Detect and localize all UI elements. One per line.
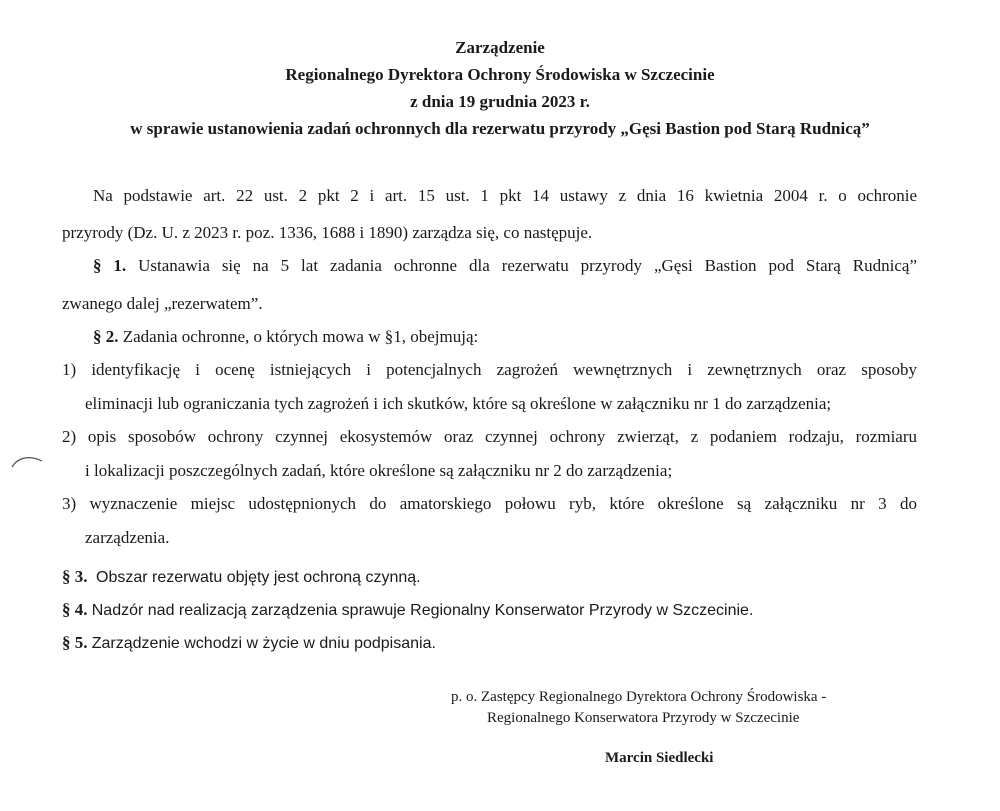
scan-mark-icon	[10, 455, 44, 469]
paragraph-3	[62, 567, 421, 588]
list-item-1-line-2: eliminacji lub ograniczania tych zagrożeń i ich skutków, które są określone w załączniku nr 1 do zarządzenia;	[85, 394, 832, 413]
document-date: z dnia 19 grudnia 2023 r.	[410, 92, 590, 111]
paragraph-3-label: § 3.	[62, 567, 88, 586]
paragraph-1-line-1	[93, 256, 917, 276]
paragraph-2-text: Zadania ochronne, o których mowa w §1, obejmują:	[122, 327, 479, 346]
list-item-1-line-1: 1) identyfikację i ocenę istniejących i potencjalnych zagrożeń wewnętrznych i zewnętrznych oraz sposoby	[62, 360, 917, 379]
paragraph-1-text: Ustanawia się na 5 lat zadania ochronne dla rezerwatu przyrody „Gęsi Bastion pod Starą Rudnicą”	[138, 256, 917, 275]
document-title: Zarządzenie	[455, 38, 545, 57]
signature-line-2: Regionalnego Konserwatora Przyrody w Szczecinie	[487, 710, 800, 726]
document-subject: w sprawie ustanowienia zadań ochronnych dla rezerwatu przyrody „Gęsi Bastion pod Starą Rudnicą”	[130, 119, 870, 138]
list-item-2-line-1: 2) opis sposobów ochrony czynnej ekosystemów oraz czynnej ochrony zwierząt, z podaniem rodzaju, rozmiaru	[62, 427, 917, 446]
paragraph-4-label: § 4.	[62, 600, 88, 619]
list-item-2-line-2: i lokalizacji poszczególnych zadań, które określone są załączniku nr 2 do zarządzenia;	[85, 461, 673, 480]
paragraph-4-text: Nadzór nad realizacją zarządzenia sprawuje Regionalny Konserwator Przyrody w Szczecinie.	[91, 602, 754, 619]
signatory-name: Marcin Siedlecki	[605, 750, 714, 766]
preamble-line-2: przyrody (Dz. U. z 2023 r. poz. 1336, 1688 i 1890) zarządza się, co następuje.	[62, 223, 593, 242]
preamble-line-1: Na podstawie art. 22 ust. 2 pkt 2 i art. 15 ust. 1 pkt 14 ustawy z dnia 16 kwietnia 2004 r. o ochronie	[93, 186, 917, 205]
list-item-3-line-2: zarządzenia.	[85, 528, 170, 547]
signature-line-1: p. o. Zastępcy Regionalnego Dyrektora Ochrony Środowiska -	[451, 689, 827, 705]
paragraph-5-text: Zarządzenie wchodzi w życie w dniu podpisania.	[91, 635, 436, 652]
document-issuer: Regionalnego Dyrektora Ochrony Środowiska w Szczecinie	[285, 65, 715, 84]
list-item-3-line-1: 3) wyznaczenie miejsc udostępnionych do amatorskiego połowu ryb, które określone są załączniku nr 3 do	[62, 494, 917, 513]
paragraph-3-text: Obszar rezerwatu objęty jest ochroną czynną.	[96, 569, 421, 586]
paragraph-2-intro	[93, 327, 478, 347]
document-header	[0, 34, 1000, 142]
paragraph-4	[62, 600, 753, 621]
paragraph-2-label: § 2.	[93, 327, 119, 346]
paragraph-1-line-2: zwanego dalej „rezerwatem”.	[62, 294, 263, 313]
paragraph-5	[62, 633, 436, 654]
paragraph-5-label: § 5.	[62, 633, 88, 652]
paragraph-1-label: § 1.	[93, 256, 127, 275]
